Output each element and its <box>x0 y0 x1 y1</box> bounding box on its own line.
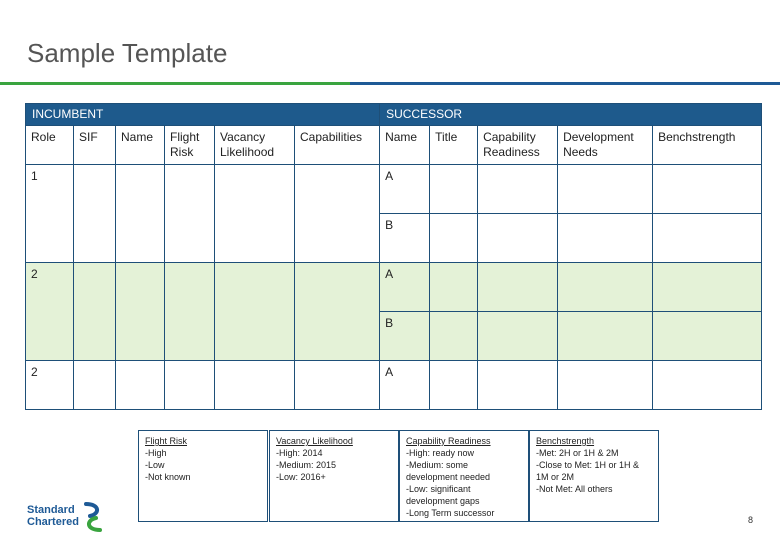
vacancy-legend <box>269 430 399 522</box>
readiness-cell[interactable] <box>478 312 558 361</box>
dev-needs-cell[interactable] <box>558 263 653 312</box>
legend-line: -High: ready now <box>406 448 475 458</box>
dev-needs-cell[interactable] <box>558 361 653 410</box>
succession-table <box>25 103 762 410</box>
col-capability-readiness: Capability Readiness <box>478 126 558 165</box>
incumbent-name-cell[interactable] <box>116 361 165 410</box>
dev-needs-cell[interactable] <box>558 214 653 263</box>
legend-line: development needed <box>406 472 491 482</box>
table-row <box>26 263 762 312</box>
legend-line: -Low: 2016+ <box>276 472 326 482</box>
title-cell[interactable] <box>430 312 478 361</box>
bench-cell[interactable] <box>653 214 762 263</box>
col-successor-name: Name <box>380 126 430 165</box>
legend-line: -Not known <box>145 472 191 482</box>
legend-heading: Vacancy Likelihood <box>276 436 353 446</box>
bench-cell[interactable] <box>653 312 762 361</box>
flight-risk-cell[interactable] <box>165 165 215 263</box>
col-title: Title <box>430 126 478 165</box>
legend-heading: Capability Readiness <box>406 436 491 446</box>
legend-line: -High: 2014 <box>276 448 323 458</box>
successor-header: SUCCESSOR <box>380 104 762 126</box>
role-cell[interactable]: 1 <box>26 165 74 263</box>
col-vacancy-likelihood: Vacancy Likelihood <box>215 126 295 165</box>
table-row <box>26 361 762 410</box>
dev-needs-cell[interactable] <box>558 312 653 361</box>
legend-line: -Met: 2H or 1H & 2M <box>536 448 619 458</box>
legend-line: -Long Term successor <box>406 508 495 518</box>
benchstrength-legend <box>529 430 659 522</box>
legend-heading: Flight Risk <box>145 436 188 446</box>
role-cell[interactable]: 2 <box>26 263 74 361</box>
legend-line: -Not Met: All others <box>536 484 613 494</box>
successor-name-cell[interactable]: B <box>380 312 430 361</box>
dev-needs-cell[interactable] <box>558 165 653 214</box>
table-row <box>26 165 762 214</box>
legend-line: -Medium: some <box>406 460 469 470</box>
capability-readiness-legend <box>399 430 529 522</box>
legend-line: -Close to Met: 1H or 1H & <box>536 460 640 470</box>
page-title: Sample Template <box>27 38 228 68</box>
successor-name-cell[interactable]: A <box>380 165 430 214</box>
readiness-cell[interactable] <box>478 214 558 263</box>
flight-risk-legend <box>138 430 268 522</box>
legend-line: -Medium: 2015 <box>276 460 337 470</box>
legend-line: -Low <box>145 460 165 470</box>
flight-risk-cell[interactable] <box>165 263 215 361</box>
capabilities-cell[interactable] <box>295 263 380 361</box>
flight-risk-cell[interactable] <box>165 361 215 410</box>
legend-line: -Low: significant <box>406 484 471 494</box>
col-development-needs: Development Needs <box>558 126 653 165</box>
legend-line: -High <box>145 448 167 458</box>
col-role: Role <box>26 126 74 165</box>
title-cell[interactable] <box>430 165 478 214</box>
incumbent-name-cell[interactable] <box>116 165 165 263</box>
capabilities-cell[interactable] <box>295 361 380 410</box>
company-logo <box>27 502 105 532</box>
accent-bar-green <box>0 82 350 85</box>
title-cell[interactable] <box>430 263 478 312</box>
logo-line-1: Standard <box>27 504 75 516</box>
col-sif: SIF <box>74 126 116 165</box>
col-flight-risk: Flight Risk <box>165 126 215 165</box>
sif-cell[interactable] <box>74 361 116 410</box>
capabilities-cell[interactable] <box>295 165 380 263</box>
successor-name-cell[interactable]: A <box>380 361 430 410</box>
bench-cell[interactable] <box>653 263 762 312</box>
legend-line: 1M or 2M <box>536 472 575 482</box>
bench-cell[interactable] <box>653 165 762 214</box>
title-cell[interactable] <box>430 361 478 410</box>
incumbent-header: INCUMBENT <box>26 104 380 126</box>
logo-mark-icon <box>82 502 104 532</box>
readiness-cell[interactable] <box>478 361 558 410</box>
readiness-cell[interactable] <box>478 263 558 312</box>
col-capabilities: Capabilities <box>295 126 380 165</box>
readiness-cell[interactable] <box>478 165 558 214</box>
incumbent-name-cell[interactable] <box>116 263 165 361</box>
sif-cell[interactable] <box>74 165 116 263</box>
logo-line-2: Chartered <box>27 516 79 528</box>
accent-bar-blue <box>350 82 780 85</box>
legend-heading: Benchstrength <box>536 436 595 446</box>
vacancy-cell[interactable] <box>215 263 295 361</box>
sif-cell[interactable] <box>74 263 116 361</box>
col-incumbent-name: Name <box>116 126 165 165</box>
bench-cell[interactable] <box>653 361 762 410</box>
legend-line: development gaps <box>406 496 480 506</box>
successor-name-cell[interactable]: B <box>380 214 430 263</box>
col-benchstrength: Benchstrength <box>653 126 762 165</box>
successor-name-cell[interactable]: A <box>380 263 430 312</box>
vacancy-cell[interactable] <box>215 361 295 410</box>
title-cell[interactable] <box>430 214 478 263</box>
vacancy-cell[interactable] <box>215 165 295 263</box>
page-number: 8 <box>747 515 753 525</box>
role-cell[interactable]: 2 <box>26 361 74 410</box>
